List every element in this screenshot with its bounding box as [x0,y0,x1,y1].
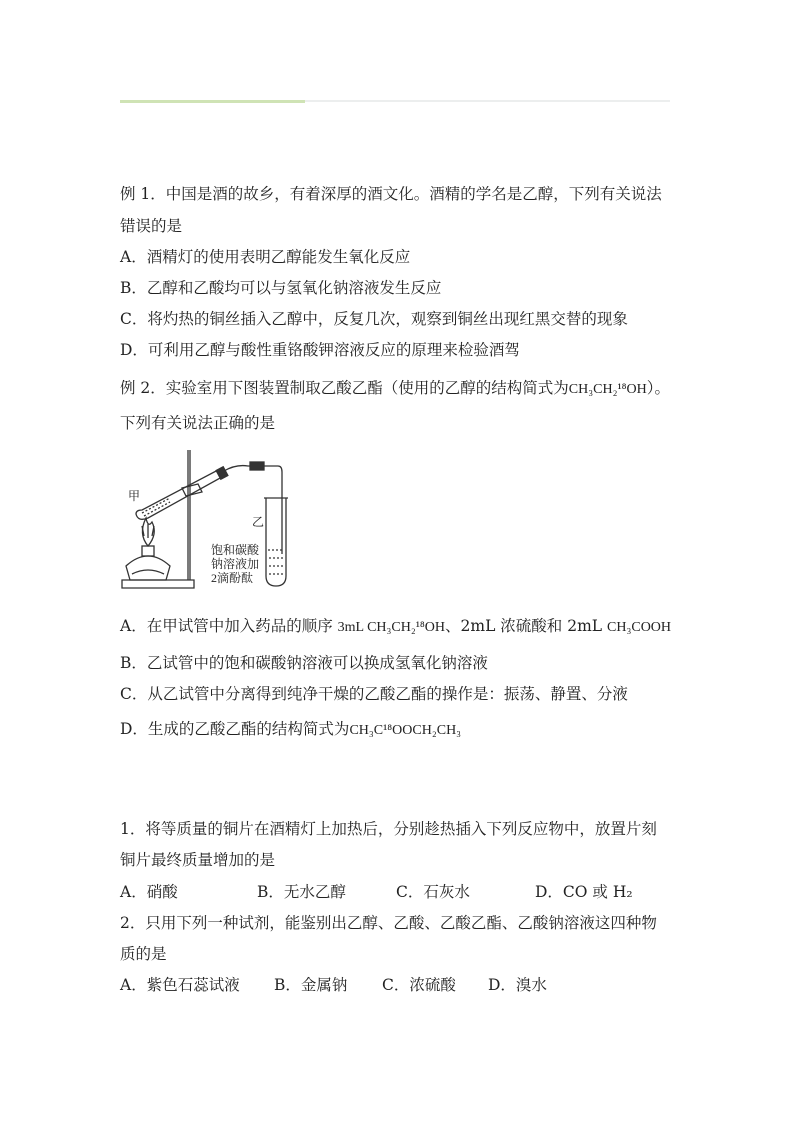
ex2-option-b: B．乙试管中的饱和碳酸钠溶液可以换成氢氧化钠溶液 [120,654,488,672]
caption-line1: 饱和碳酸 [211,543,260,557]
p1-question-line2: 铜片最终质量增加的是 [120,851,276,869]
alcohol-lamp-neck [142,546,154,556]
stopper-jia [216,467,228,480]
ex2-option-d [120,719,461,741]
flame-inner [142,524,154,538]
ex1-option-d: D．可利用乙醇与酸性重铬酸钾溶液反应的原理来检验酒驾 [120,341,520,359]
esterification-apparatus-figure [118,446,308,596]
caption-line2: 钠溶液加 [211,557,260,571]
ex2-question-line1 [120,378,670,400]
ex2-option-a-formula1: 3mL CH₃CH₂¹⁸OH [337,620,446,635]
ex2-option-d-text: D．生成的乙酸乙酯的结构简式为 [120,720,350,738]
p2-option-c: C．浓硫酸 [382,976,456,994]
p1-option-c: C．石灰水 [396,883,470,901]
stand-base [122,580,194,588]
p2-option-b: B．金属钠 [274,976,348,994]
header-rule [120,100,670,102]
ex1-option-c: C．将灼热的铜丝插入乙醇中，反复几次，观察到铜丝出现红黑交替的现象 [120,310,628,328]
label-jia: 甲 [128,489,141,503]
test-tube-yi [266,498,286,586]
ex2-question-close: ）。 [646,379,671,397]
ex2-option-a-mid: 、2mL 浓硫酸和 2mL [445,617,603,635]
ex2-option-a-text: A．在甲试管中加入药品的顺序 [120,617,333,635]
delivery-tube-end [264,466,282,554]
p2-question-line1: 2．只用下列一种试剂，能鉴别出乙醇、乙酸、乙酸乙酯、乙酸钠溶液这四种物 [120,914,657,932]
ex2-option-d-formula: CH₃C¹⁸OOCH₂CH₃ [349,723,462,738]
tube-joint [250,462,264,470]
ex2-question-line2: 下列有关说法正确的是 [120,414,276,432]
ex1-option-a: A．酒精灯的使用表明乙醇能发生氧化反应 [120,248,411,266]
ex1-question-line2: 错误的是 [120,217,183,235]
p1-option-d: D．CO 或 H₂ [535,883,633,901]
p2-option-d: D．溴水 [488,976,547,994]
alcohol-lamp-body [126,556,170,580]
ex2-option-a [120,616,671,638]
p2-options [120,975,547,995]
ex1-option-b: B．乙醇和乙酸均可以与氢氧化钠溶液发生反应 [120,279,442,297]
p2-option-a: A．紫色石蕊试液 [120,976,240,994]
test-tube-jia [136,470,222,519]
label-yi: 乙 [252,515,265,529]
caption-line3: 2滴酚酞 [211,571,254,585]
p1-option-a: A．硝酸 [120,883,178,901]
p1-option-b: B．无水乙醇 [257,883,346,901]
ex2-option-a-formula2: CH₃COOH [607,620,672,635]
header-rule-accent [120,100,305,103]
ex2-question-text: 例 2．实验室用下图装置制取乙酸乙酯（使用的乙醇的结构简式为 [120,379,569,397]
ex2-option-c: C．从乙试管中分离得到纯净干燥的乙酸乙酯的操作是：振荡、静置、分液 [120,685,628,703]
lamp-liquid [132,570,164,574]
ex1-question-line1: 例 1．中国是酒的故乡，有着深厚的酒文化。酒精的学名是乙醇，下列有关说法 [120,185,662,203]
ex2-ethanol-formula: CH₃CH₂¹⁸OH [568,382,647,397]
p1-question-line1: 1．将等质量的铜片在酒精灯上加热后，分别趁热插入下列反应物中，放置片刻 [120,820,657,838]
p2-question-line2: 质的是 [120,945,167,963]
p1-options [120,882,633,902]
